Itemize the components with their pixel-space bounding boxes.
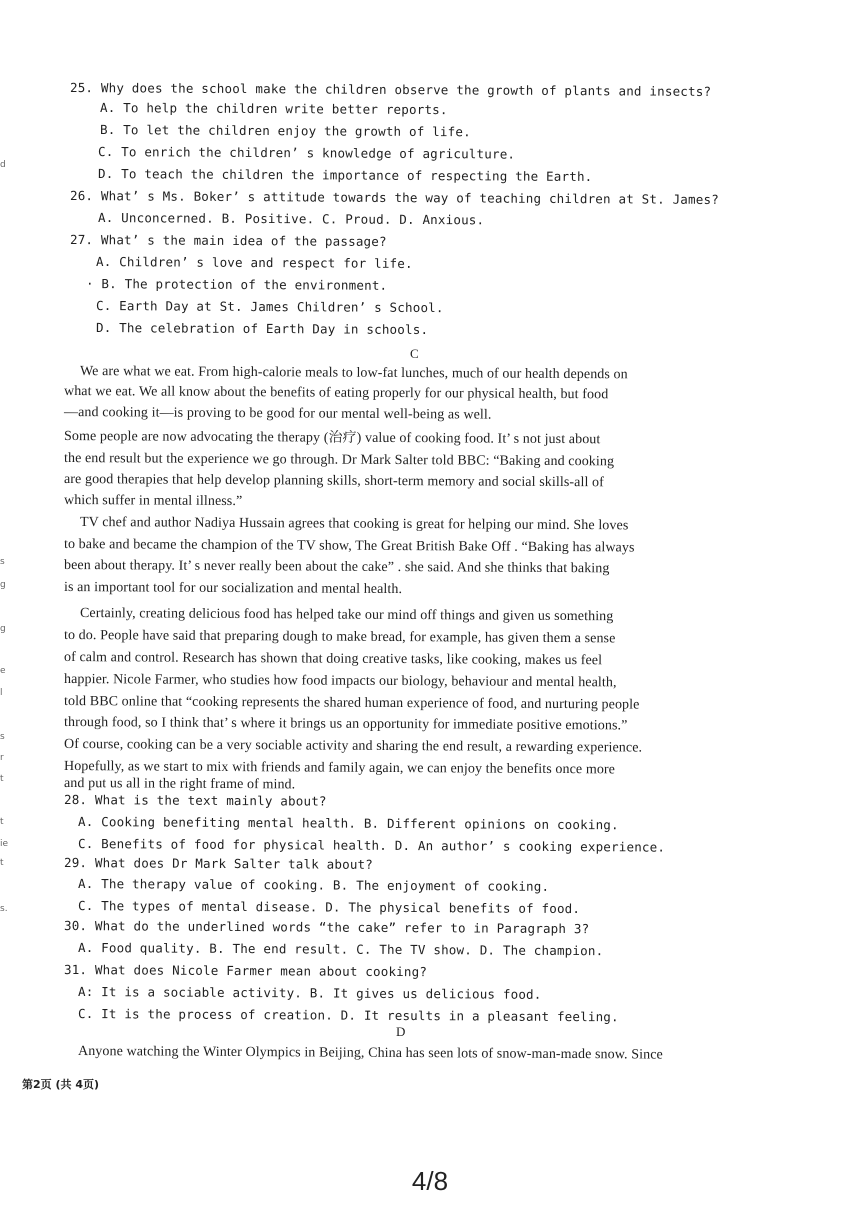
passage-c-line: Some people are now advocating the therapy (治疗) value of cooking food. It’ s not just about [63,429,601,448]
edge-mark: g [0,624,6,634]
question-29-options-ab: A. The therapy value of cooking. B. The enjoyment of cooking. [77,876,550,894]
passage-c-line: to bake and became the champion of the TV show, The Great British Bake Off . “Baking has always [63,537,635,556]
edge-mark: e [0,666,6,676]
edge-mark: t [0,858,4,868]
section-d-heading: D [396,1024,406,1039]
page-number: 4/8 [411,1166,449,1196]
question-31-stem: 31. What does Nicole Farmer mean about cooking? [63,962,428,980]
question-27-option-d: D. The celebration of Earth Day in schools. [95,320,429,338]
passage-c-line: been about therapy. It’ s never really been about the cake” . she said. And she thinks that baking [63,558,610,577]
edge-mark: s [0,732,5,742]
question-28-options-cd: C. Benefits of food for physical health. D. An author’ s cooking experience. [77,836,666,855]
passage-c-line: —and cooking it—is proving to be good for our mental well-being as well. [63,405,492,423]
question-25-option-b: B. To let the children enjoy the growth of life. [99,122,471,140]
question-26-stem: 26. What’ s Ms. Boker’ s attitude towards the way of teaching children at St. James? [69,188,719,207]
passage-c-line: Hopefully, as we start to mix with friends and family again, we can enjoy the benefits once more [63,759,616,778]
passage-c-line: and put us all in the right frame of mind. [63,776,296,793]
edge-mark: l [0,688,3,698]
question-31-options-cd: C. It is the process of creation. D. It results in a pleasant feeling. [77,1006,619,1025]
question-26-options: A. Unconcerned. B. Positive. C. Proud. D. Anxious. [97,210,485,228]
question-27-option-c: C. Earth Day at St. James Children’ s School. [95,298,444,316]
passage-c-line: TV chef and author Nadiya Hussain agrees that cooking is great for helping our mind. She loves [79,515,629,534]
passage-c-line: to do. People have said that preparing dough to make bread, for example, has given them a sense [63,628,616,647]
passage-c-line: told BBC online that “cooking represents the shared human experience of food, and nurturing people [63,694,640,713]
edge-mark: r [0,753,4,763]
passage-c-line: We are what we eat. From high-calorie meals to low-fat lunches, much of our health depends on [79,364,628,383]
question-25-option-a: A. To help the children write better reports. [99,100,448,118]
question-28-options-ab: A. Cooking benefiting mental health. B. Different opinions on cooking. [77,814,619,833]
passage-c-line: the end result but the experience we go through. Dr Mark Salter told BBC: “Baking and cooking [63,451,615,470]
passage-c-line: Of course, cooking can be a very sociable activity and sharing the end result, a rewarding experience. [63,737,643,756]
edge-mark: d [0,160,6,170]
question-30-stem: 30. What do the underlined words “the cake” refer to in Paragraph 3? [63,918,590,937]
question-25-option-d: D. To teach the children the importance of respecting the Earth. [97,166,593,185]
question-27-option-b: · B. The protection of the environment. [85,276,388,293]
passage-c-line: Certainly, creating delicious food has helped take our mind off things and given us something [79,606,614,625]
question-25-option-c: C. To enrich the children’ s knowledge of agriculture. [97,144,516,162]
edge-mark: t [0,817,4,827]
passage-d-line: Anyone watching the Winter Olympics in Beijing, China has seen lots of snow-man-made snow. Since [77,1044,663,1063]
passage-c-line: through food, so I think that’ s where it brings us an opportunity for immediate positive emotions.” [63,715,628,734]
question-28-stem: 28. What is the text mainly about? [63,792,327,809]
section-c-heading: C [410,346,419,361]
question-29-options-cd: C. The types of mental disease. D. The physical benefits of food. [77,898,581,917]
question-27-option-a: A. Children’ s love and respect for life. [95,254,413,271]
passage-c-line: are good therapies that help develop planning skills, short-term memory and social skills-all of [63,472,604,491]
question-31-options-ab: A: It is a sociable activity. B. It gives us delicious food. [77,984,542,1002]
passage-c-line: is an important tool for our socialization and mental health. [63,580,403,598]
page-footer: 第2页 (共 4页) [22,1078,100,1091]
question-27-stem: 27. What’ s the main idea of the passage? [69,232,387,249]
edge-mark: ie [0,839,9,849]
question-29-stem: 29. What does Dr Mark Salter talk about? [63,855,374,872]
edge-mark: g [0,580,6,590]
edge-mark: s. [0,904,8,914]
passage-c-line: of calm and control. Research has shown that doing creative tasks, like cooking, makes us feel [63,650,603,669]
edge-mark: s [0,557,5,567]
passage-c-line: which suffer in mental illness.” [63,493,243,510]
question-30-options: A. Food quality. B. The end result. C. The TV show. D. The champion. [77,940,604,959]
edge-mark: t [0,774,4,784]
question-25-stem: 25. Why does the school make the children observe the growth of plants and insects? [69,80,712,99]
passage-c-line: happier. Nicole Farmer, who studies how food impacts our biology, behaviour and mental health, [63,672,617,691]
passage-c-line: what we eat. We all know about the benefits of eating properly for our physical health, but food [63,384,609,403]
